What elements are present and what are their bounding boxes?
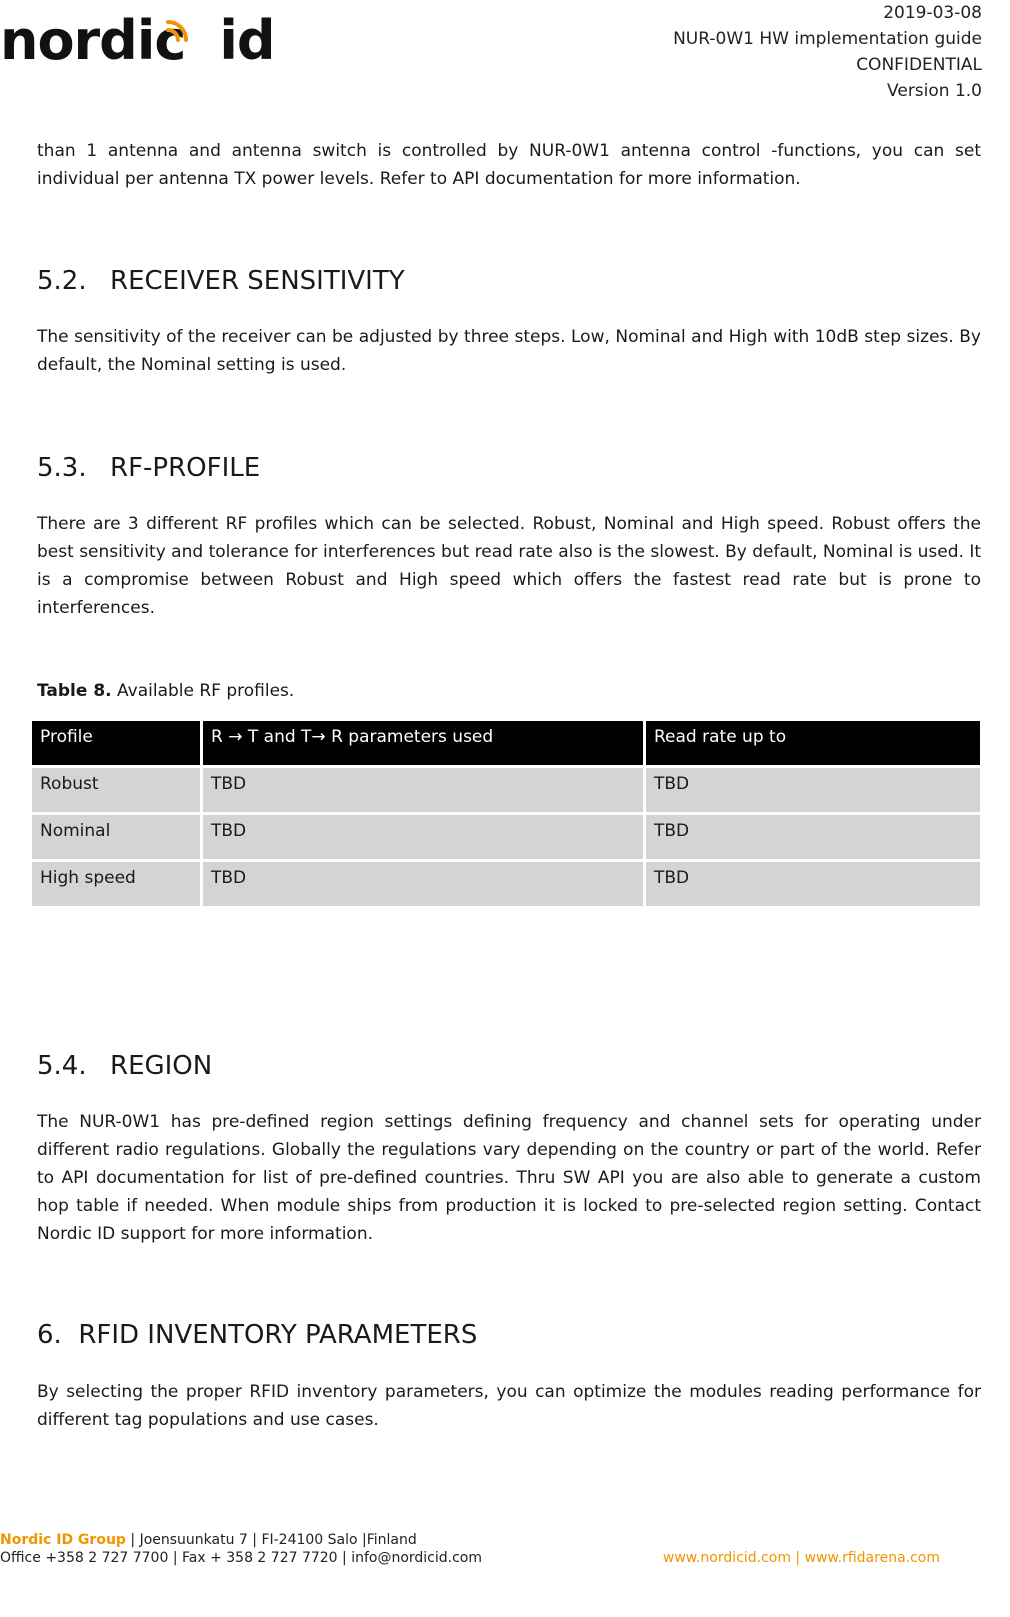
section-title: RECEIVER SENSITIVITY bbox=[110, 266, 405, 296]
table-cell: TBD bbox=[203, 862, 643, 906]
table-row bbox=[32, 862, 980, 906]
footer-web-links[interactable]: www.nordicid.com | www.rfidarena.com bbox=[662, 1550, 940, 1566]
section-number: 5.4. bbox=[37, 1051, 87, 1081]
table-cell: TBD bbox=[646, 862, 980, 906]
header-version: Version 1.0 bbox=[887, 81, 982, 101]
table-header-cell: Profile bbox=[32, 721, 200, 765]
table-caption bbox=[37, 678, 294, 704]
table-caption-text: Available RF profiles. bbox=[117, 681, 295, 701]
inventory-paragraph: By selecting the proper RFID inventory parameters, you can optimize the modules reading performance for different tag populations and use cases. bbox=[37, 1382, 981, 1430]
section-number: 5.3. bbox=[37, 453, 87, 483]
region-paragraph: The NUR-0W1 has pre-defined region settings defining frequency and channel sets for operating under different radio regulations. Globally the regulations vary depending on the country or part of the world. Refer to API documentation for list of pre-defined countries. Thru SW API you are also able to generate a custom hop table if needed. When module ships from production it is locked to pre-selected region setting. Contact Nordic ID support for more information. bbox=[37, 1112, 981, 1244]
footer-contact: Office +358 2 727 7700 | Fax + 358 2 727 7720 | info@nordicid.com bbox=[0, 1550, 483, 1566]
table-header-cell: R → T and T→ R parameters used bbox=[203, 721, 643, 765]
document-header bbox=[673, 0, 982, 104]
logo-text-nordic: nordic bbox=[0, 9, 186, 72]
intro-paragraph: than 1 antenna and antenna switch is controlled by NUR-0W1 antenna control -functions, you can set individual per antenna TX power levels. Refer to API documentation for more information. bbox=[37, 141, 981, 189]
header-title: NUR-0W1 HW implementation guide bbox=[673, 29, 982, 49]
table-cell: TBD bbox=[203, 815, 643, 859]
signal-arcs-icon bbox=[150, 16, 190, 56]
header-classification: CONFIDENTIAL bbox=[856, 55, 982, 75]
table-header-cell: Read rate up to bbox=[646, 721, 980, 765]
section-heading-rfprofile bbox=[37, 451, 260, 485]
table-cell: TBD bbox=[203, 768, 643, 812]
rf-profiles-table bbox=[29, 718, 983, 909]
rfprofile-paragraph: There are 3 different RF profiles which can be selected. Robust, Nominal and High speed. Robust offers the best sensitivity and tolerance for interferences but read rate also is the slowest. By default, Nominal is used. It is a compromise between Robust and High speed which offers the fastest read rate but is prone to interferences. bbox=[37, 514, 981, 618]
table-cell: High speed bbox=[32, 862, 200, 906]
table-cell: Robust bbox=[32, 768, 200, 812]
table-caption-label: Table 8. bbox=[37, 681, 112, 701]
section-title: RF-PROFILE bbox=[110, 453, 261, 483]
table-cell: TBD bbox=[646, 768, 980, 812]
nordic-id-logo bbox=[0, 6, 275, 76]
table-row bbox=[32, 815, 980, 859]
logo-text-id: id bbox=[219, 9, 275, 72]
section-number: 5.2. bbox=[37, 266, 87, 296]
section-heading-receiver bbox=[37, 264, 405, 298]
table-header-row bbox=[32, 721, 980, 765]
table-cell: TBD bbox=[646, 815, 980, 859]
section-heading-inventory: 6. RFID INVENTORY PARAMETERS bbox=[37, 1320, 478, 1350]
table-row bbox=[32, 768, 980, 812]
header-date: 2019-03-08 bbox=[883, 3, 982, 23]
table-cell: Nominal bbox=[32, 815, 200, 859]
page-footer bbox=[0, 1531, 482, 1567]
footer-brand: Nordic ID Group bbox=[0, 1532, 126, 1548]
section-heading-region bbox=[37, 1049, 212, 1083]
section-title: REGION bbox=[110, 1051, 213, 1081]
receiver-paragraph: The sensitivity of the receiver can be adjusted by three steps. Low, Nominal and High with 10dB step sizes. By default, the Nominal setting is used. bbox=[37, 327, 981, 375]
footer-address: | Joensuunkatu 7 | FI-24100 Salo |Finland bbox=[125, 1532, 417, 1548]
